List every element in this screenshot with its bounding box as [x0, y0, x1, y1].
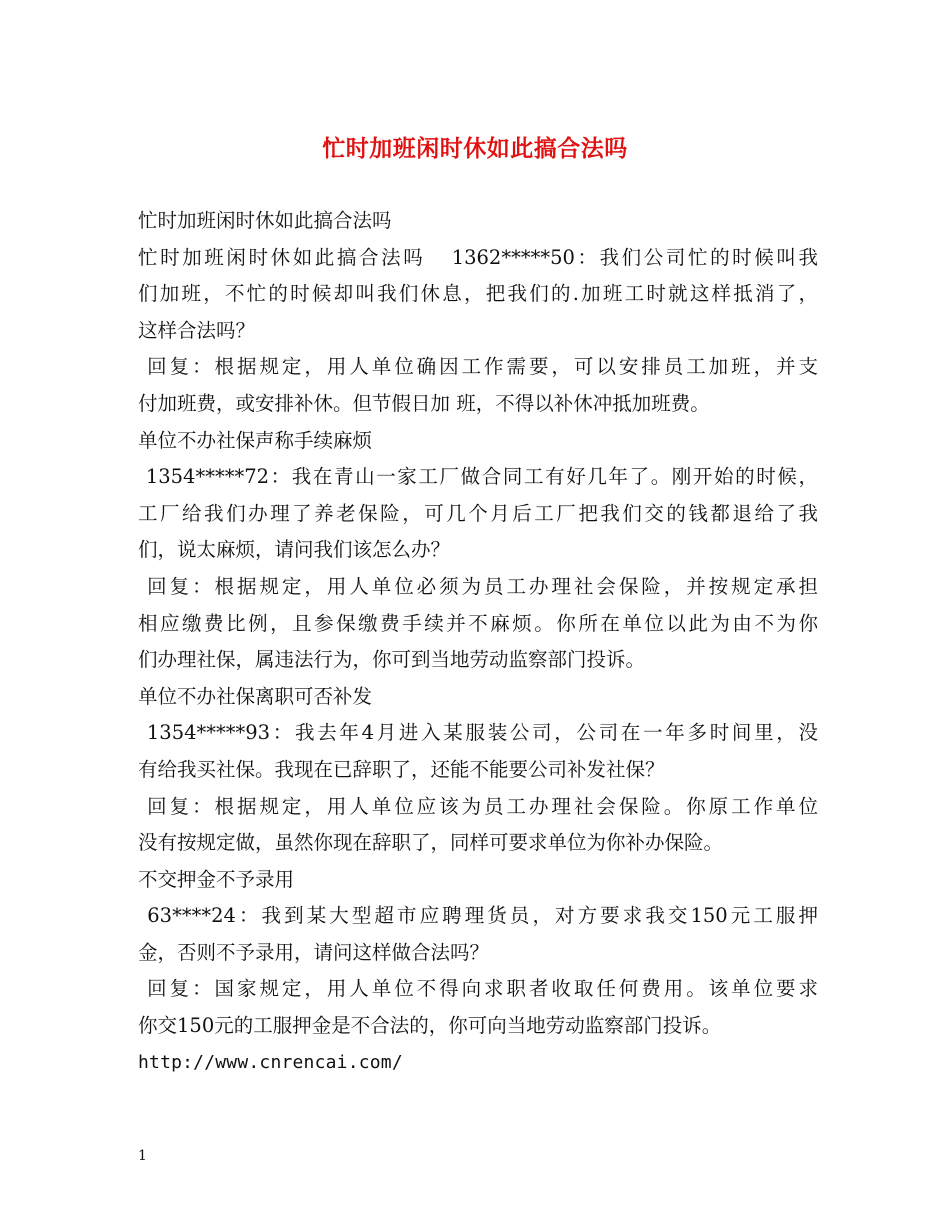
text-line: 这样合法吗？ — [138, 318, 256, 342]
text-line: 忙时加班闲时休如此搞合法吗 — [138, 209, 392, 232]
text-line: 你交150元的工服押金是不合法的，你可向当地劳动监察部门投诉。 — [138, 1014, 722, 1038]
text-line: 回复：根据规定，用人单位确因工作需要，可以安排员工加班，并支 — [138, 355, 818, 379]
text-line: 单位不办社保声称手续麻烦 — [138, 428, 373, 452]
text-line: 回复：国家规定，用人单位不得向求职者收取任何费用。该单位要求 — [138, 977, 818, 1001]
text-line: 单位不办社保离职可否补发 — [138, 684, 373, 708]
text-line: 们，说太麻烦，请问我们该怎么办？ — [138, 538, 451, 562]
source-link[interactable]: http://www.cnrencai.com/ — [138, 1051, 403, 1073]
text-line: 1354*****93：我去年4月进入某服装公司，公司在一年多时间里，没 — [138, 721, 818, 745]
text-line: 们加班，不忙的时候却叫我们休息，把我们的.加班工时就这样抵消了， — [138, 282, 818, 306]
text-line: 忙时加班闲时休如此搞合法吗 1362*****50：我们公司忙的时候叫我 — [138, 245, 818, 269]
text-line: 63****24：我到某大型超市应聘理货员，对方要求我交150元工服押 — [138, 904, 818, 928]
text-line: 工厂给我们办理了养老保险，可几个月后工厂把我们交的钱都退给了我 — [138, 501, 818, 525]
text-line: 不交押金不予录用 — [138, 867, 295, 891]
text-line: 相应缴费比例，且参保缴费手续并不麻烦。你所在单位以此为由不为你 — [138, 611, 818, 635]
text-line: 们办理社保，属违法行为，你可到当地劳动监察部门投诉。 — [138, 648, 646, 672]
text-line: 回复：根据规定，用人单位应该为员工办理社会保险。你原工作单位 — [138, 794, 818, 818]
text-line: 1354*****72：我在青山一家工厂做合同工有好几年了。刚开始的时候， — [138, 465, 818, 489]
article-body — [138, 203, 818, 1081]
text-line: 回复：根据规定，用人单位必须为员工办理社会保险，并按规定承担 — [138, 574, 818, 598]
text-line: 有给我买社保。我现在已辞职了，还能不能要公司补发社保？ — [138, 757, 665, 781]
text-line: 金，否则不予录用，请问这样做合法吗？ — [138, 940, 490, 964]
page-title: 忙时加班闲时休如此搞合法吗 — [322, 135, 628, 162]
text-line: 付加班费，或安排补休。但节假日加 班，不得以补休冲抵加班费。 — [138, 391, 710, 415]
text-line: 没有按规定做，虽然你现在辞职了，同样可要求单位为你补办保险。 — [138, 831, 724, 855]
page-number: 1 — [138, 1148, 147, 1164]
